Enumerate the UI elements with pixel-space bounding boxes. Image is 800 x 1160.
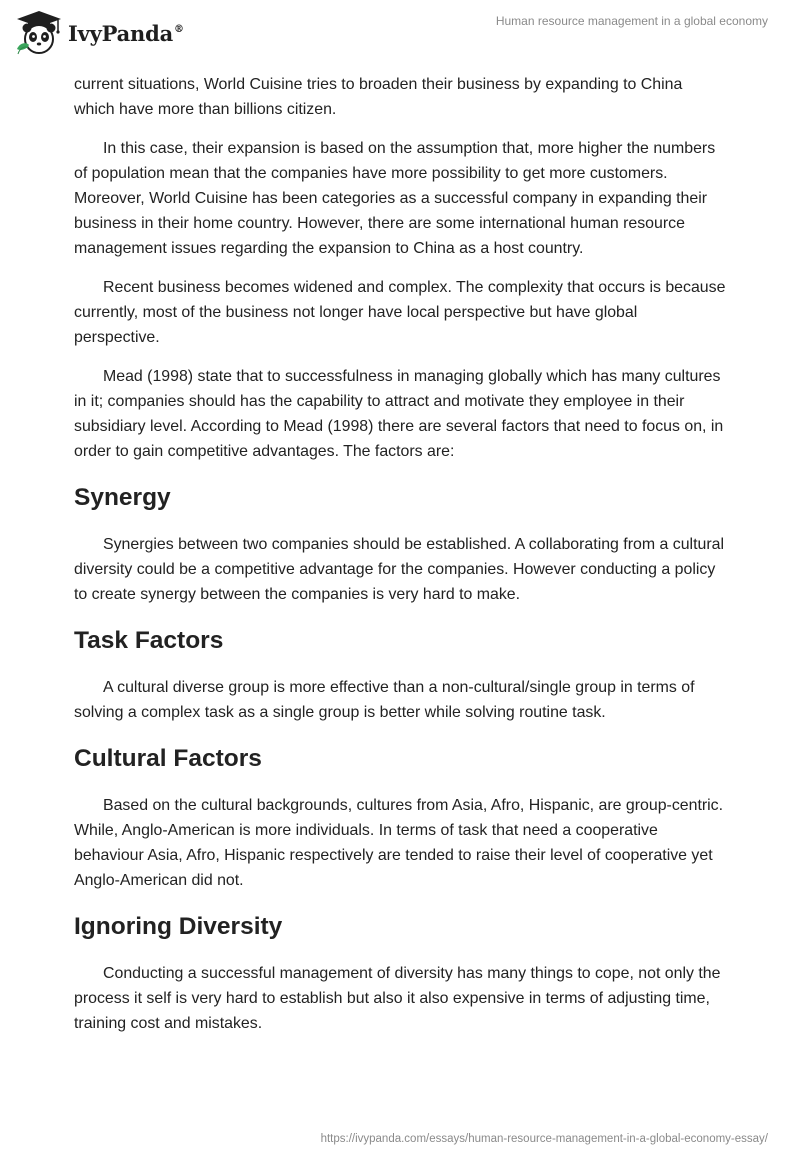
paragraph: Conducting a successful management of diversity has many things to cope, not only the process it self is very hard to establish but also it also expensive in terms of adjusting time, training cost and mistakes. bbox=[74, 965, 721, 1032]
section-heading-task-factors: Task Factors bbox=[74, 627, 224, 654]
paragraph: Recent business becomes widened and complex. The complexity that occurs is because currently, most of the business not longer have local perspective but have global perspective. bbox=[74, 279, 726, 346]
section-heading-cultural-factors: Cultural Factors bbox=[74, 745, 262, 772]
paragraph: current situations, World Cuisine tries to broaden their business by expanding to China which have more than billions citizen. bbox=[74, 76, 683, 118]
paragraph: Mead (1998) state that to successfulness in managing globally which has many cultures in it; companies should has the capability to attract and motivate they employee in their subsidiary level. According to Mead (1998) there are several factors that need to focus on, in order to gain competitive advantages. The factors are: bbox=[74, 368, 724, 460]
section-heading-ignoring-diversity: Ignoring Diversity bbox=[74, 913, 283, 940]
panda-graduate-icon bbox=[14, 9, 64, 57]
page-header bbox=[0, 0, 800, 70]
article-body bbox=[74, 72, 726, 1050]
source-url[interactable]: https://ivypanda.com/essays/human-resource-management-in-a-global-economy-essay/ bbox=[320, 1133, 768, 1145]
paragraph: A cultural diverse group is more effective than a non-cultural/single group in terms of solving a complex task as a single group is better while solving routine task. bbox=[74, 679, 695, 721]
paragraph: Synergies between two companies should be established. A collaborating from a cultural diversity could be a competitive advantage for the companies. However conducting a policy to create synergy between the companies is very hard to make. bbox=[74, 536, 724, 603]
section-heading-synergy: Synergy bbox=[74, 484, 171, 511]
paragraph: Based on the cultural backgrounds, cultures from Asia, Afro, Hispanic, are group-centric. While, Anglo-American is more individuals. In terms of task that need a cooperative behaviour Asia, Afro, Hispanic respectively are tended to raise their level of cooperative yet Anglo-American did not. bbox=[74, 797, 724, 889]
paragraph: In this case, their expansion is based on the assumption that, more higher the numbers of population mean that the companies have more possibility to get more customers. Moreover, World Cuisine has been categories as a successful company in expanding their business in their home country. However, there are some international human resource management issues regarding the expansion to China as a host country. bbox=[74, 140, 716, 257]
document-title: Human resource management in a global economy bbox=[495, 14, 768, 28]
ivypanda-logo[interactable] bbox=[14, 9, 184, 57]
brand-name: IvyPanda® bbox=[68, 20, 184, 46]
